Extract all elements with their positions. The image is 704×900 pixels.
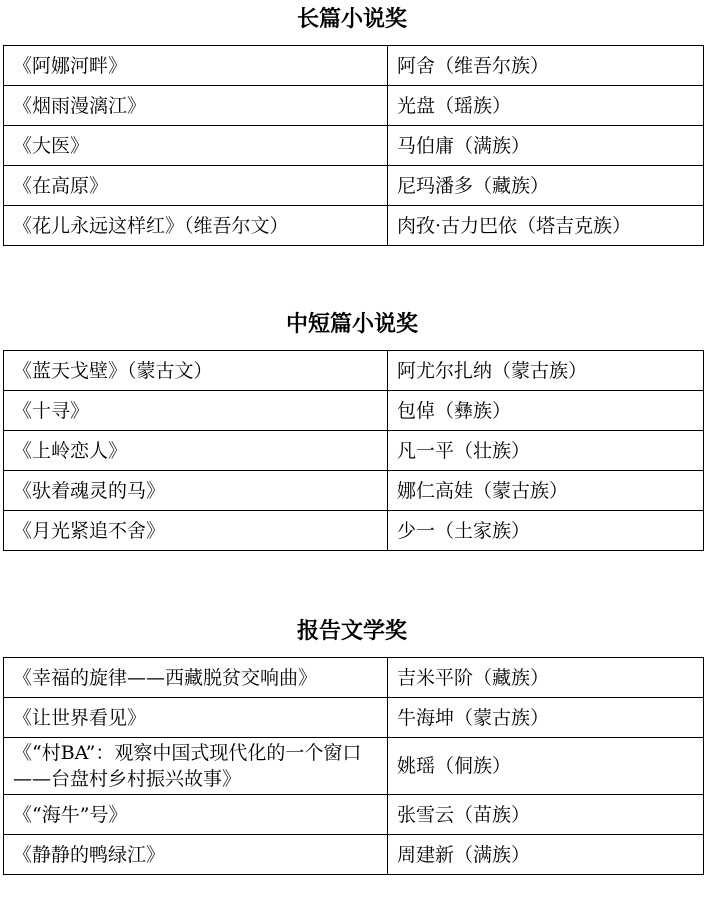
section-title-reportage: 报告文学奖 bbox=[296, 619, 407, 644]
section-title-novel: 长篇小说奖 bbox=[296, 7, 407, 32]
table-row bbox=[4, 166, 704, 206]
table-row bbox=[4, 206, 704, 246]
author-name: 阿舍（维吾尔族） bbox=[388, 46, 704, 86]
work-title: 《幸福的旋律——西藏脱贫交响曲》 bbox=[4, 658, 388, 698]
author-name: 张雪云（苗族） bbox=[388, 795, 704, 835]
novel-award-table bbox=[3, 45, 704, 246]
reportage-award-table bbox=[3, 657, 704, 875]
work-title: 《让世界看见》 bbox=[4, 698, 388, 738]
table-row bbox=[4, 795, 704, 835]
author-name: 凡一平（壮族） bbox=[388, 431, 704, 471]
table-row bbox=[4, 431, 704, 471]
work-title: 《月光紧追不舍》 bbox=[4, 511, 388, 551]
work-title: 《蓝天戈壁》（蒙古文） bbox=[4, 351, 388, 391]
table-row bbox=[4, 46, 704, 86]
table-row bbox=[4, 658, 704, 698]
table-row bbox=[4, 351, 704, 391]
work-title: 《十寻》 bbox=[4, 391, 388, 431]
table-row bbox=[4, 511, 704, 551]
author-name: 马伯庸（满族） bbox=[388, 126, 704, 166]
work-title: 《阿娜河畔》 bbox=[4, 46, 388, 86]
work-title: 《驮着魂灵的马》 bbox=[4, 471, 388, 511]
author-name: 牛海坤（蒙古族） bbox=[388, 698, 704, 738]
work-title: 《静静的鸭绿江》 bbox=[4, 835, 388, 875]
work-title: 《“海牛”号》 bbox=[4, 795, 388, 835]
work-title: 《“村BA”：观察中国式现代化的一个窗口——台盘村乡村振兴故事》 bbox=[4, 738, 388, 795]
work-title: 《花儿永远这样红》（维吾尔文） bbox=[4, 206, 388, 246]
table-row bbox=[4, 391, 704, 431]
work-title: 《在高原》 bbox=[4, 166, 388, 206]
work-title: 《上岭恋人》 bbox=[4, 431, 388, 471]
table-row bbox=[4, 738, 704, 795]
author-name: 光盘（瑶族） bbox=[388, 86, 704, 126]
table-row bbox=[4, 835, 704, 875]
table-row bbox=[4, 86, 704, 126]
author-name: 肉孜·古力巴依（塔吉克族） bbox=[388, 206, 704, 246]
section-title-short-fiction: 中短篇小说奖 bbox=[285, 312, 418, 337]
work-title: 《烟雨漫漓江》 bbox=[4, 86, 388, 126]
author-name: 尼玛潘多（藏族） bbox=[388, 166, 704, 206]
table-row bbox=[4, 126, 704, 166]
author-name: 阿尤尔扎纳（蒙古族） bbox=[388, 351, 704, 391]
author-name: 周建新（满族） bbox=[388, 835, 704, 875]
work-title: 《大医》 bbox=[4, 126, 388, 166]
table-row bbox=[4, 471, 704, 511]
short-fiction-award-table bbox=[3, 350, 704, 551]
author-name: 姚瑶（侗族） bbox=[388, 738, 704, 795]
author-name: 包倬（彝族） bbox=[388, 391, 704, 431]
author-name: 娜仁高娃（蒙古族） bbox=[388, 471, 704, 511]
table-row bbox=[4, 698, 704, 738]
author-name: 吉米平阶（藏族） bbox=[388, 658, 704, 698]
author-name: 少一（土家族） bbox=[388, 511, 704, 551]
